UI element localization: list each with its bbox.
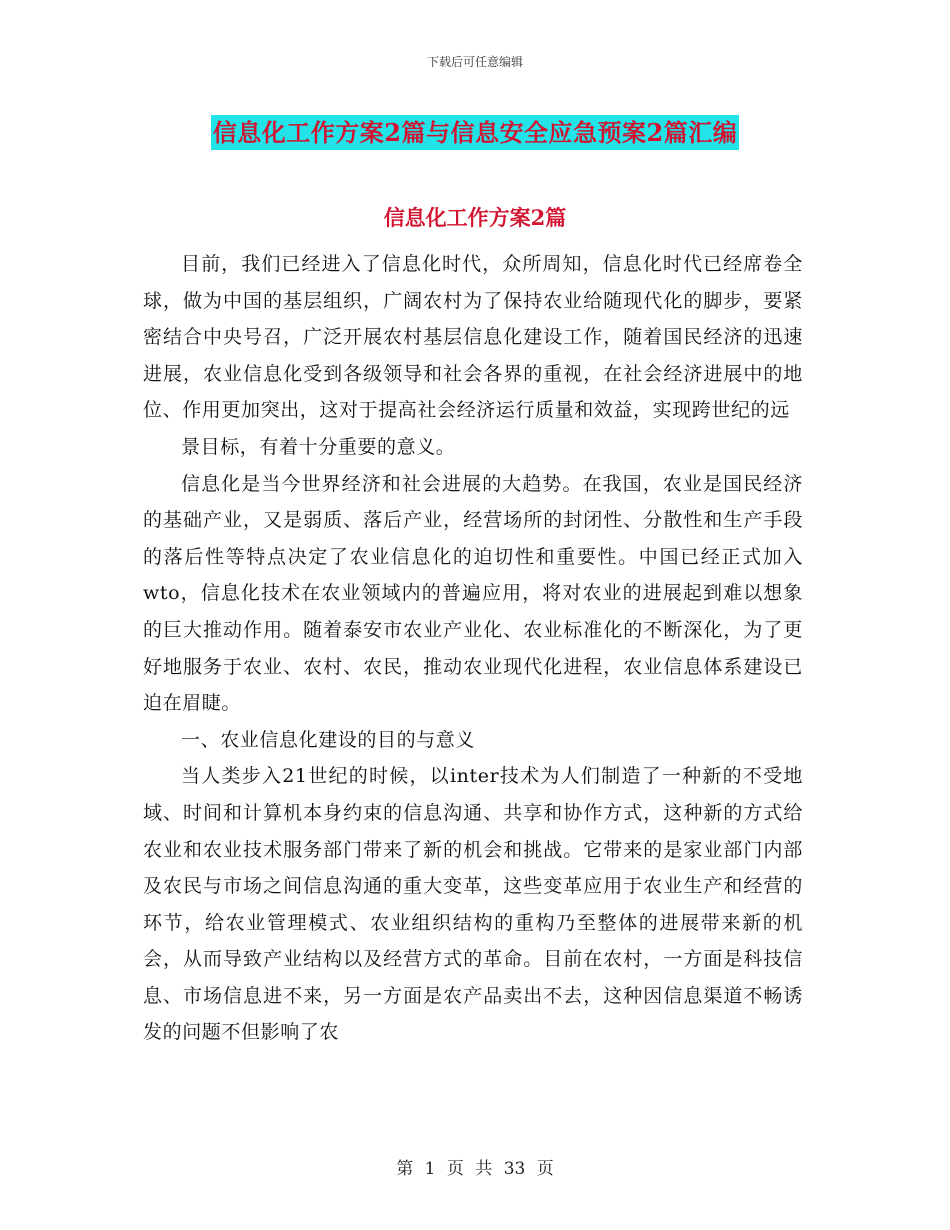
- page-number-footer: 第 1 页 共 33 页: [396, 1159, 554, 1179]
- paragraph: 景目标，有着十分重要的意义。: [181, 435, 456, 458]
- document-title: [0, 113, 950, 148]
- page-header-note: 下载后可任意编辑: [426, 55, 523, 69]
- section-title: 信息化工作方案2篇: [383, 205, 567, 230]
- document-body: [143, 246, 803, 1051]
- document-title-text: 信息化工作方案2篇与信息安全应急预案2篇汇编: [211, 115, 739, 150]
- paragraph: 当人类步入21世纪的时候，以inter技术为人们制造了一种新的不受地域、时间和计算机本身约束的信息沟通、共享和协作方式，这种新的方式给农业和农业技术服务部门带来了新的机会和挑战。它带来的是家业部门内部及农民与市场之间信息沟通的重大变革，这些变革应用于农业生产和经营的环节，给农业管理模式、农业组织结构的重构乃至整体的进展带来新的机会，从而导致产业结构以及经营方式的革命。目前在农村，一方面是科技信息、市场信息进不来，另一方面是农产品卖出不去，这种因信息渠道不畅诱发的问题不但影响了农: [143, 765, 803, 1044]
- paragraph: 信息化是当今世界经济和社会进展的大趋势。在我国，农业是国民经济的基础产业，又是弱质、落后产业，经营场所的封闭性、分散性和生产手段的落后性等特点决定了农业信息化的迫切性和重要性。中国已经正式加入wto，信息化技术在农业领域内的普遍应用，将对农业的进展起到难以想象的巨大推动作用。随着泰安市农业产业化、农业标准化的不断深化，为了更好地服务于农业、农村、农民，推动农业现代化进程，农业信息体系建设已迫在眉睫。: [143, 472, 803, 715]
- paragraph: 目前，我们已经进入了信息化时代，众所周知，信息化时代已经席卷全球，做为中国的基层组织，广阔农村为了保持农业给随现代化的脚步，要紧密结合中央号召，广泛开展农村基层信息化建设工作，随着国民经济的迅速进展，农业信息化受到各级领导和社会各界的重视，在社会经济进展中的地位、作用更加突出，这对于提高社会经济运行质量和效益，实现跨世纪的远: [143, 253, 803, 422]
- heading-paragraph: 一、农业信息化建设的目的与意义: [181, 728, 476, 751]
